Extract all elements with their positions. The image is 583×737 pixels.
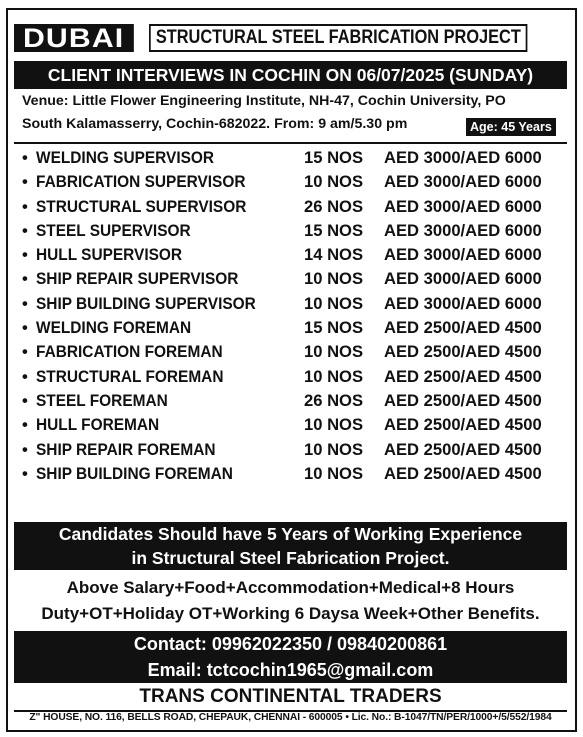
job-title: FABRICATION FOREMAN: [36, 342, 223, 362]
job-salary: AED 3000/AED 6000: [384, 148, 542, 167]
job-title: STRUCTURAL SUPERVISOR: [36, 196, 247, 216]
job-row: [22, 391, 566, 415]
job-salary: AED 2500/AED 4500: [384, 463, 542, 483]
bullet-icon: •: [22, 390, 28, 410]
job-title: SHIP REPAIR FOREMAN: [36, 439, 216, 459]
job-title: SHIP BUILDING FOREMAN: [36, 463, 233, 483]
project-title: STRUCTURAL STEEL FABRICATION PROJECT: [149, 24, 528, 52]
job-salary: AED 2500/AED 4500: [384, 342, 542, 362]
job-quantity: 10 NOS: [304, 439, 364, 459]
bullet-icon: •: [22, 463, 28, 483]
job-row: [22, 415, 566, 439]
venue-line-2: South Kalamasserry, Cochin-682022. From: 9 am/5.30 pm: [22, 116, 408, 132]
divider: [14, 142, 567, 144]
bullet-icon: •: [22, 342, 28, 362]
location-label: DUBAI: [14, 24, 133, 52]
bullet-icon: •: [22, 172, 28, 192]
job-title: STEEL FOREMAN: [36, 390, 168, 410]
job-quantity: 15 NOS: [304, 148, 364, 167]
contact-banner: [14, 631, 567, 683]
interview-banner: CLIENT INTERVIEWS IN COCHIN ON 06/07/2025 (SUNDAY): [14, 61, 567, 89]
job-row: [22, 440, 566, 464]
job-salary: AED 3000/AED 6000: [384, 245, 542, 265]
job-row: [22, 367, 566, 391]
venue-line-1: Venue: Little Flower Engineering Institute, NH-47, Cochin University, PO: [22, 93, 506, 109]
job-quantity: 10 NOS: [304, 269, 364, 289]
job-title: STEEL SUPERVISOR: [36, 220, 191, 240]
job-title: WELDING SUPERVISOR: [36, 148, 215, 167]
job-title: SHIP BUILDING SUPERVISOR: [36, 293, 256, 313]
job-row: [22, 318, 566, 342]
job-title: WELDING FOREMAN: [36, 318, 192, 338]
job-title: STRUCTURAL FOREMAN: [36, 366, 224, 386]
job-salary: AED 2500/AED 4500: [384, 390, 542, 410]
benefits-line-2: Duty+OT+Holiday OT+Working 6 Daysa Week+Other Benefits.: [41, 604, 540, 623]
benefits-block: [14, 575, 567, 627]
age-badge: Age: 45 Years: [466, 118, 556, 136]
job-row: [22, 294, 566, 318]
contact-phones: Contact: 09962022350 / 09840200861: [133, 634, 448, 654]
company-address: Z" HOUSE, NO. 116, BELLS ROAD, CHEPAUK, CHENNAI - 600005 • Lic. No.: B-1047/TN/PER/1000+/5/552/1984: [29, 712, 552, 723]
job-salary: AED 2500/AED 4500: [384, 439, 542, 459]
job-quantity: 10 NOS: [304, 463, 364, 483]
job-quantity: 26 NOS: [304, 390, 364, 410]
job-salary: AED 2500/AED 4500: [384, 415, 542, 435]
job-quantity: 10 NOS: [304, 172, 364, 192]
job-quantity: 15 NOS: [304, 220, 364, 240]
job-row: [22, 245, 566, 269]
job-row: [22, 197, 566, 221]
job-salary: AED 3000/AED 6000: [384, 293, 542, 313]
job-quantity: 10 NOS: [304, 342, 364, 362]
experience-line-1: Candidates Should have 5 Years of Working Experience: [58, 524, 523, 544]
job-title: HULL SUPERVISOR: [36, 245, 183, 265]
job-quantity: 10 NOS: [304, 366, 364, 386]
job-title: FABRICATION SUPERVISOR: [36, 172, 246, 192]
job-row: [22, 342, 566, 366]
job-row: [22, 172, 566, 196]
bullet-icon: •: [22, 293, 28, 313]
job-quantity: 15 NOS: [304, 318, 364, 338]
job-salary: AED 3000/AED 6000: [384, 172, 542, 192]
bullet-icon: •: [22, 366, 28, 386]
bullet-icon: •: [22, 148, 28, 167]
job-salary: AED 2500/AED 4500: [384, 318, 542, 338]
benefits-line-1: Above Salary+Food+Accommodation+Medical+8 Hours: [66, 578, 515, 597]
bullet-icon: •: [22, 415, 28, 435]
job-row: [22, 269, 566, 293]
job-row: [22, 464, 566, 488]
job-salary: AED 3000/AED 6000: [384, 220, 542, 240]
company-name: TRANS CONTINENTAL TRADERS: [14, 683, 567, 712]
job-salary: AED 3000/AED 6000: [384, 196, 542, 216]
experience-banner: [14, 522, 567, 570]
job-row: [22, 148, 566, 172]
job-salary: AED 2500/AED 4500: [384, 366, 542, 386]
experience-line-2: in Structural Steel Fabrication Project.: [131, 548, 450, 568]
bullet-icon: •: [22, 318, 28, 338]
contact-email: Email: tctcochin1965@gmail.com: [147, 660, 434, 680]
job-list: [22, 148, 566, 488]
job-quantity: 10 NOS: [304, 415, 364, 435]
bullet-icon: •: [22, 269, 28, 289]
job-quantity: 10 NOS: [304, 293, 364, 313]
job-row: [22, 221, 566, 245]
bullet-icon: •: [22, 196, 28, 216]
header: [14, 24, 567, 52]
job-quantity: 26 NOS: [304, 196, 364, 216]
job-title: SHIP REPAIR SUPERVISOR: [36, 269, 239, 289]
bullet-icon: •: [22, 439, 28, 459]
job-quantity: 14 NOS: [304, 245, 364, 265]
bullet-icon: •: [22, 220, 28, 240]
job-title: HULL FOREMAN: [36, 415, 160, 435]
job-salary: AED 3000/AED 6000: [384, 269, 542, 289]
bullet-icon: •: [22, 245, 28, 265]
